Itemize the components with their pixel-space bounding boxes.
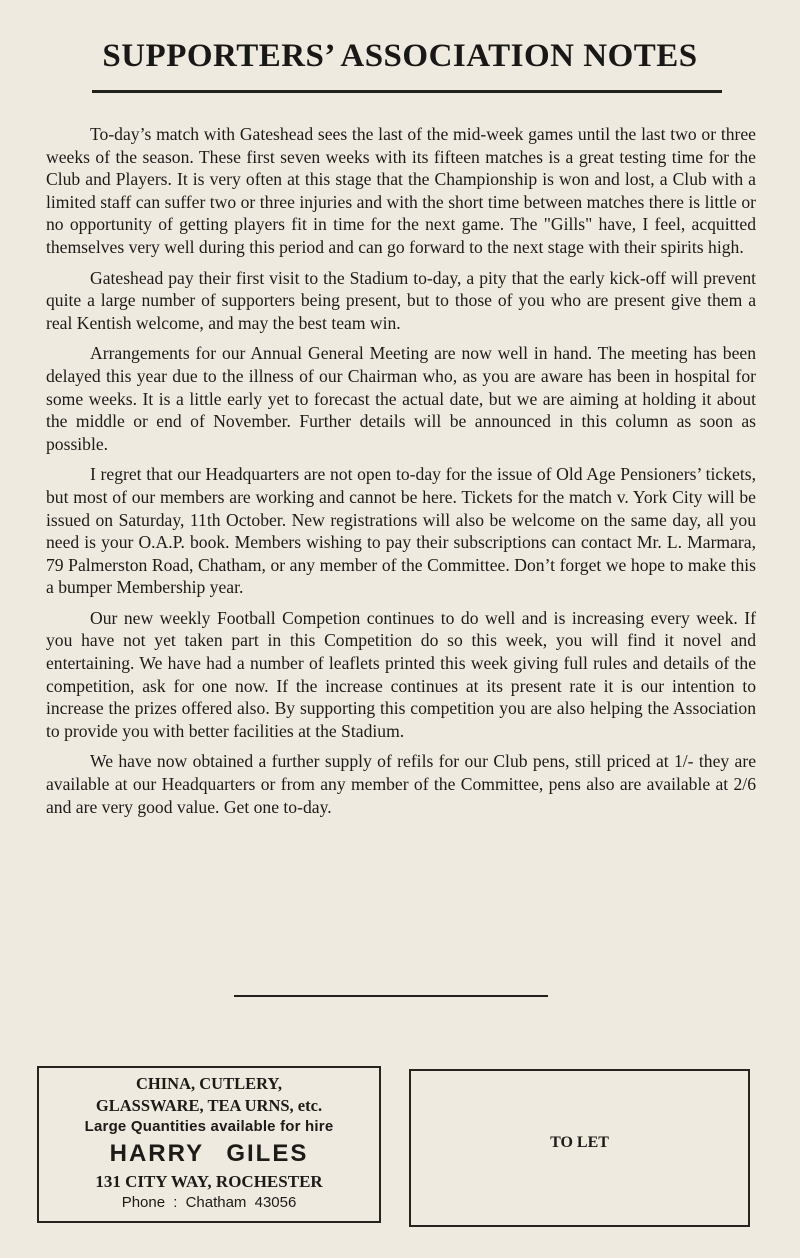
advert-to-let <box>409 1069 750 1227</box>
advert-harry-giles <box>37 1066 381 1223</box>
article-body <box>46 123 756 826</box>
paragraph: To-day’s match with Gateshead sees the last of the mid-week games until the last two or three weeks of the season. These first seven weeks with its fifteen matches is a great testing time for the Club and Players. It is very often at this stage that the Championship is won and lost, a Club with a limited staff can suffer two or three injuries and with the short time between matches there is little or no opportunity of getting players fit in time for the next game. The "Gills" have, I feel, acquitted themselves very well during this period and can go forward to the next stage with their spirits high. <box>46 124 756 257</box>
advert-phone: Phone : Chatham 43056 <box>121 1194 297 1211</box>
paragraph: Gateshead pay their first visit to the Stadium to-day, a pity that the early kick-off will prevent quite a large number of supporters being present, but to those of you who are present give them a real Kentish welcome, and may the best team win. <box>46 267 756 333</box>
paragraph: I regret that our Headquarters are not open to-day for the issue of Old Age Pensioners’ tickets, but most of our members are working and cannot be here. Tickets for the match v. York City will be issued on Saturday, 11th October. New registrations will also be welcome on the same day, all you need is your O.A.P. book. Members wishing to pay their subscriptions can contact Mr. L. Marmara, 79 Palmerston Road, Chatham, or any member of the Committee. Don’t forget we hope to make this a bumper Membership year. <box>46 464 756 598</box>
advert-line: CHINA, CUTLERY, <box>136 1074 282 1093</box>
advert-line: GLASSWARE, TEA URNS, etc. <box>95 1096 323 1115</box>
paragraph: Arrangements for our Annual General Meeting are now well in hand. The meeting has been delayed this year due to the illness of our Chairman who, as you are aware has been in hospital for some weeks. It is a little early yet to forecast the actual date, but we are aiming at holding it about the middle or end of November. Further details will be announced in this column as soon as possible. <box>46 343 756 454</box>
paragraph: Our new weekly Football Competion continues to do well and is increasing every week. If you have not yet taken part in this Competition do so this week, you will find it novel and entertaining. We have had a number of leaflets printed this week giving full rules and details of the competition, ask for one now. If the increase continues at its present rate it is our intention to increase the prizes offered also. By supporting this competition you are also helping the Association to provide you with better facilities at the Stadium. <box>46 607 756 741</box>
paragraph: We have now obtained a further supply of refils for our Club pens, still priced at 1/- they are available at our Headquarters or from any member of the Committee, pens also are available at 2/6 and are very good value. Get one to-day. <box>46 751 756 817</box>
title-underline <box>92 90 722 93</box>
section-divider <box>234 995 548 997</box>
to-let-label: TO LET <box>550 1134 609 1151</box>
advert-business-name: HARRY GILES <box>109 1140 309 1167</box>
advert-address: 131 CITY WAY, ROCHESTER <box>95 1172 323 1191</box>
page-title: SUPPORTERS’ ASSOCIATION NOTES <box>102 38 698 74</box>
advert-line: Large Quantities available for hire <box>84 1118 334 1135</box>
